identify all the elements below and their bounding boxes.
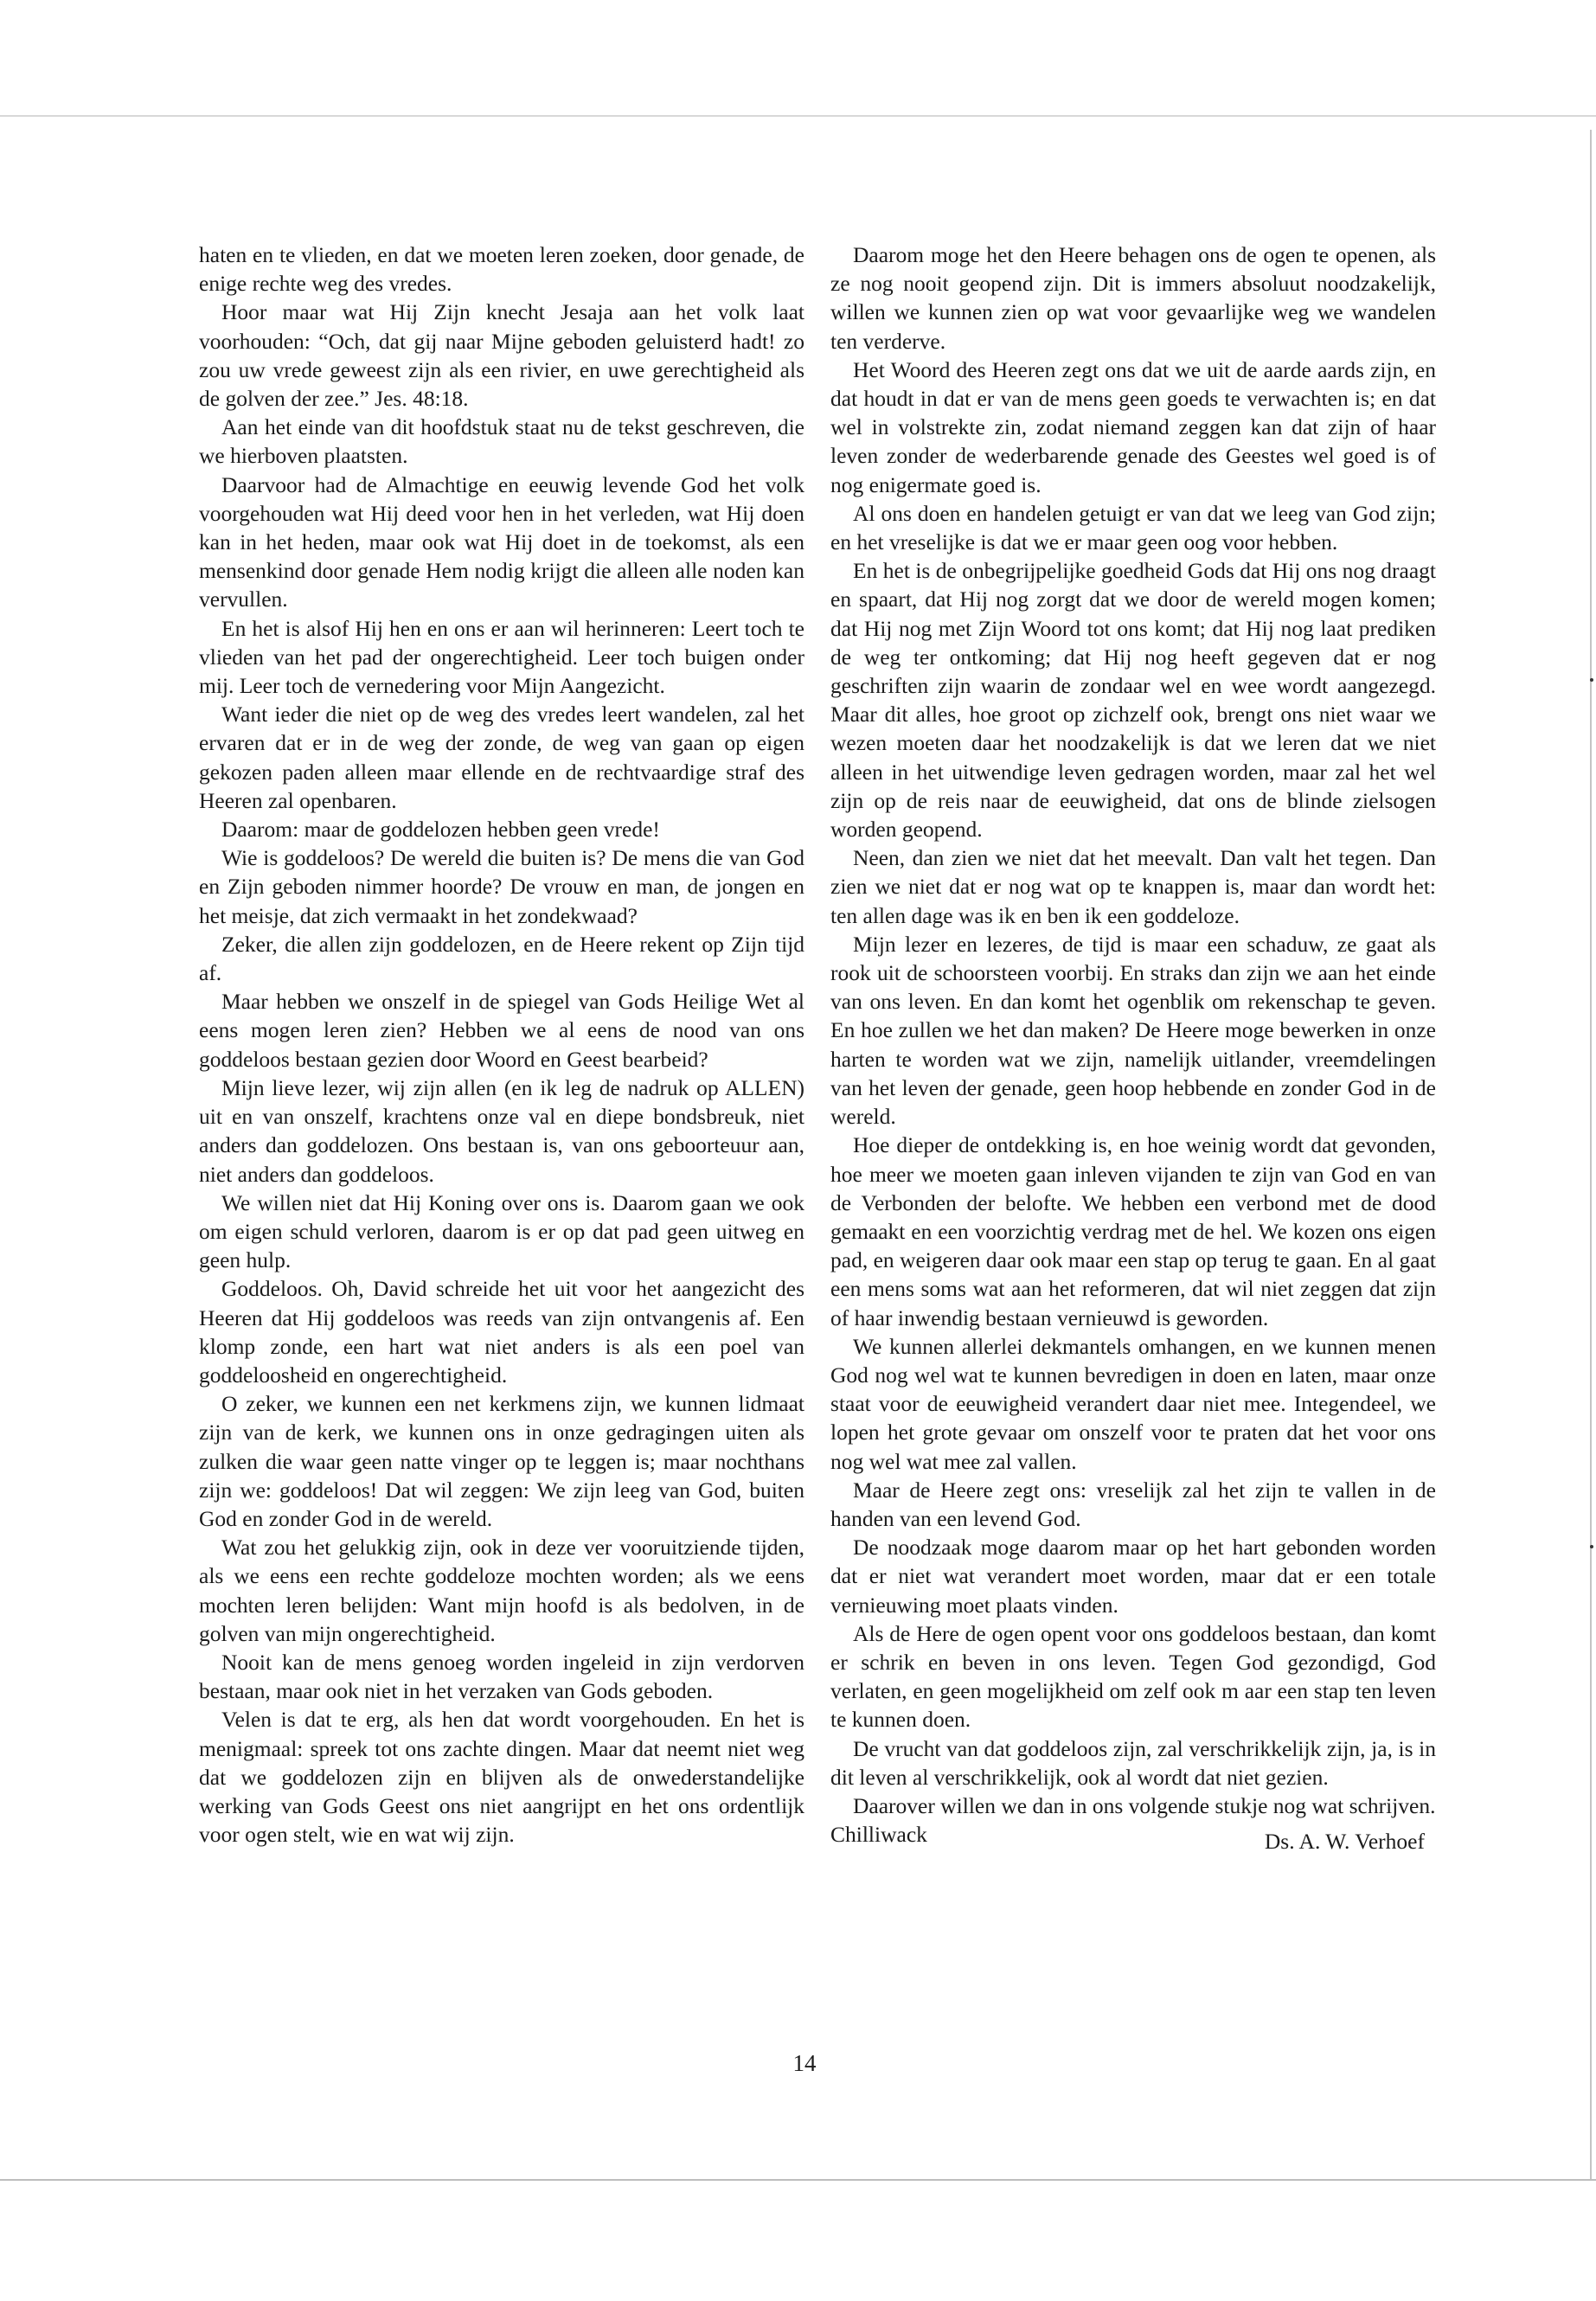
paragraph: Al ons doen en handelen getuigt er van dat we leeg van God zijn; en het vreselijke is dat we er maar geen oog voor hebben. <box>830 500 1436 555</box>
left-column <box>199 240 804 1849</box>
paragraph: Goddeloos. Oh, David schreide het uit voor het aangezicht des Heeren dat Hij goddeloos was reeds van zijn ontvangenis af. Een klomp zonde, een hart wat niet anders is als een poel van goddeloosheid en ongerechtigheid. <box>199 1276 804 1388</box>
page-number: 14 <box>792 2050 817 2076</box>
signature <box>830 1820 1436 1855</box>
paragraph: Maar hebben we onszelf in de spiegel van Gods Heilige Wet al eens mogen leren zien? Hebben we al eens de nood van ons goddeloos bestaan gezien door Woord en Geest bearbeid? <box>199 989 804 1072</box>
paragraph: De noodzaak moge daarom maar op het hart gebonden worden dat er niet wat verandert moet worden, maar dat er een totale vernieuwing moet plaats vinden. <box>830 1535 1436 1618</box>
paragraph: Maar de Heere zegt ons: vreselijk zal het zijn te vallen in de handen van een levend God. <box>830 1477 1436 1531</box>
scan-edge-top <box>0 115 1596 117</box>
paragraph: Daarover willen we dan in ons volgende stukje nog wat schrijven. <box>853 1792 1436 1818</box>
margin-mark <box>1590 678 1593 682</box>
right-column <box>830 240 1436 1855</box>
paragraph: Wat zou het gelukkig zijn, ook in deze ver vooruitziende tijden, als we eens een rechte goddeloze mochten worden; als we eens mochten leren belijden: Want mijn hoofd is als bedolven, in de golven van mijn ongerechtigheid. <box>199 1535 804 1646</box>
paragraph: Aan het einde van dit hoofdstuk staat nu de tekst geschreven, die we hierboven plaatsten. <box>199 414 804 469</box>
paragraph: En het is alsof Hij hen en ons er aan wil herinneren: Leert toch te vlieden van het pad der ongerechtigheid. Leer toch buigen onder mij. Leer toch de vernedering voor Mijn Aangezicht. <box>199 615 804 699</box>
scan-edge-right <box>1590 130 1592 2180</box>
paragraph: Als de Here de ogen opent voor ons goddeloos bestaan, dan komt er schrik en beven in ons leven. Tegen God gezondigd, God verlaten, en geen mogelijkheid om zelf ook m aar een stap ten leven te kunnen doen. <box>830 1620 1436 1733</box>
paragraph: Daarom moge het den Heere behagen ons de ogen te openen, als ze nog nooit geopend zijn. Dit is immers absoluut noodzakelijk, willen we kunnen zien op wat voor gevaarlijke weg we wandelen ten verderve. <box>830 242 1436 354</box>
paragraph: We willen niet dat Hij Koning over ons is. Daarom gaan we ook om eigen schuld verloren, daarom is er op dat pad geen uitweg en geen hulp. <box>199 1189 804 1273</box>
signature-place: Chilliwack <box>830 1822 927 1848</box>
paragraph: Hoe dieper de ontdekking is, en hoe weinig wordt dat gevonden, hoe meer we moeten gaan inleven vijanden te zijn van God en van de Verbonden der belofte. We hebben een verbond met de dood gemaakt en een voorzichtig verdrag met de hel. We kozen ons eigen pad, en weigeren daar ook maar een stap op terug te gaan. En al gaat een mens soms wat aan het reformeren, dat wil niet zeggen dat zijn of haar inwendig bestaan vernieuwd is geworden. <box>830 1132 1436 1330</box>
paragraph: En het is de onbegrijpelijke goedheid Gods dat Hij ons nog draagt en spaart, dat Hij nog zorgt dat we door de wereld mogen komen; dat Hij nog met Zijn Woord tot ons komt; dat Hij nog laat prediken de weg ter ontkoming; dat Hij nog heeft gegeven dat er nog geschriften zijn waarin de zondaar wel en wee wordt aangezegd. Maar dit alles, hoe groot op zichzelf ook, brengt ons niet waar we wezen moeten daar het noodzakelijk is dat we leren dat we niet alleen in het uitwendige leven gedragen worden, maar zal het wel zijn op de reis naar de eeuwigheid, dat ons de blinde zielsogen worden geopend. <box>830 558 1436 843</box>
scan-edge-bottom <box>0 2179 1596 2181</box>
margin-mark <box>1590 1545 1593 1548</box>
paragraph: Hoor maar wat Hij Zijn knecht Jesaja aan het volk laat voorhouden: “Och, dat gij naar Mijne geboden geluisterd hadt! zo zou uw vrede geweest zijn als een rivier, en uwe gerechtigheid als de golven der zee.” Jes. 48:18. <box>199 299 804 412</box>
paragraph: Wie is goddeloos? De wereld die buiten is? De mens die van God en Zijn geboden nimmer hoorde? De vrouw en man, de jongen en het meisje, dat zich vermaakt in het zondekwaad? <box>199 845 804 928</box>
paragraph: Mijn lieve lezer, wij zijn allen (en ik leg de nadruk op ALLEN) uit en van onszelf, krachtens onze val en diepe bondsbreuk, niet anders dan goddelozen. Ons bestaan is, van ons geboorteuur aan, niet anders dan goddeloos. <box>199 1074 804 1187</box>
paragraph: Daarvoor had de Almachtige en eeuwig levende God het volk voorgehouden wat Hij deed voor hen in het verleden, wat Hij doen kan in het heden, maar ook wat Hij doet in de toekomst, als een mensenkind door genade Hem nodig krijgt die alleen alle noden kan vervullen. <box>199 471 804 612</box>
paragraph: Zeker, die allen zijn goddelozen, en de Heere rekent op Zijn tijd af. <box>199 931 804 986</box>
paragraph: Neen, dan zien we niet dat het meevalt. Dan valt het tegen. Dan zien we niet dat er nog wat op te knappen is, maar dan wordt het: ten allen dage was ik en ben ik een goddeloze. <box>830 845 1436 928</box>
paragraph: O zeker, we kunnen een net kerkmens zijn, we kunnen lidmaat zijn van de kerk, we kunnen ons in onze gedragingen uiten als zulken die waar geen natte vinger op te leggen is; maar nochthans zijn we: goddeloos! Dat wil zeggen: We zijn leeg van God, buiten God en zonder God in de wereld. <box>199 1391 804 1531</box>
paragraph: Want ieder die niet op de weg des vredes leert wandelen, zal het ervaren dat er in de weg der zonde, de weg van gaan op eigen gekozen paden alleen maar ellende en de rechtvaardige straf des Heeren zal openbaren. <box>199 702 804 813</box>
signature-author: Ds. A. W. Verhoef <box>1264 1829 1425 1855</box>
paragraph: Het Woord des Heeren zegt ons dat we uit de aarde aards zijn, en dat houdt in dat er van de mens geen goeds te verwachten is; en dat wel in volstrekte zin, zodat niemand zeggen kan dat zijn of haar leven zonder de wederbarende genade des Geestes wel goed is of nog enigermate goed is. <box>830 356 1436 497</box>
paragraph: Daarom: maar de goddelozen hebben geen vrede! <box>221 817 660 843</box>
paragraph: Mijn lezer en lezeres, de tijd is maar een schaduw, ze gaat als rook uit de schoorsteen voorbij. En straks dan zijn we aan het einde van ons leven. En dan komt het ogenblik om rekenschap te geven. En hoe zullen we het dan maken? De Heere moge bewerken in onze harten te worden wat we zijn, namelijk uitlander, vreemdelingen van het leven der genade, geen hoop hebbende en zonder God in de wereld. <box>830 931 1436 1130</box>
paragraph: We kunnen allerlei dekmantels omhangen, en we kunnen menen God nog wel wat te kunnen bevredigen in doen en laten, maar onze staat voor de eeuwigheid verandert daar niet mee. Integendeel, we lopen het grote gevaar om onszelf voor te praten dat het voor ons nog wel wat mee zal vallen. <box>830 1333 1436 1474</box>
paragraph: haten en te vlieden, en dat we moeten leren zoeken, door genade, de enige rechte weg des vredes. <box>199 242 804 297</box>
paragraph: Nooit kan de mens genoeg worden ingeleid in zijn verdorven bestaan, maar ook niet in het verzaken van Gods geboden. <box>199 1649 804 1704</box>
paragraph: De vrucht van dat goddeloos zijn, zal verschrikkelijk zijn, ja, is in dit leven al verschrikkelijk, ook al wordt dat niet gezien. <box>830 1735 1436 1790</box>
paragraph: Velen is dat te erg, als hen dat wordt voorgehouden. En het is menigmaal: spreek tot ons zachte dingen. Maar dat neemt niet weg dat we goddelozen zijn en blijven als de onwederstandelijke werking van Gods Geest ons niet aangrijpt en het ons ordentlijk voor ogen stelt, wie en wat wij zijn. <box>199 1707 804 1848</box>
